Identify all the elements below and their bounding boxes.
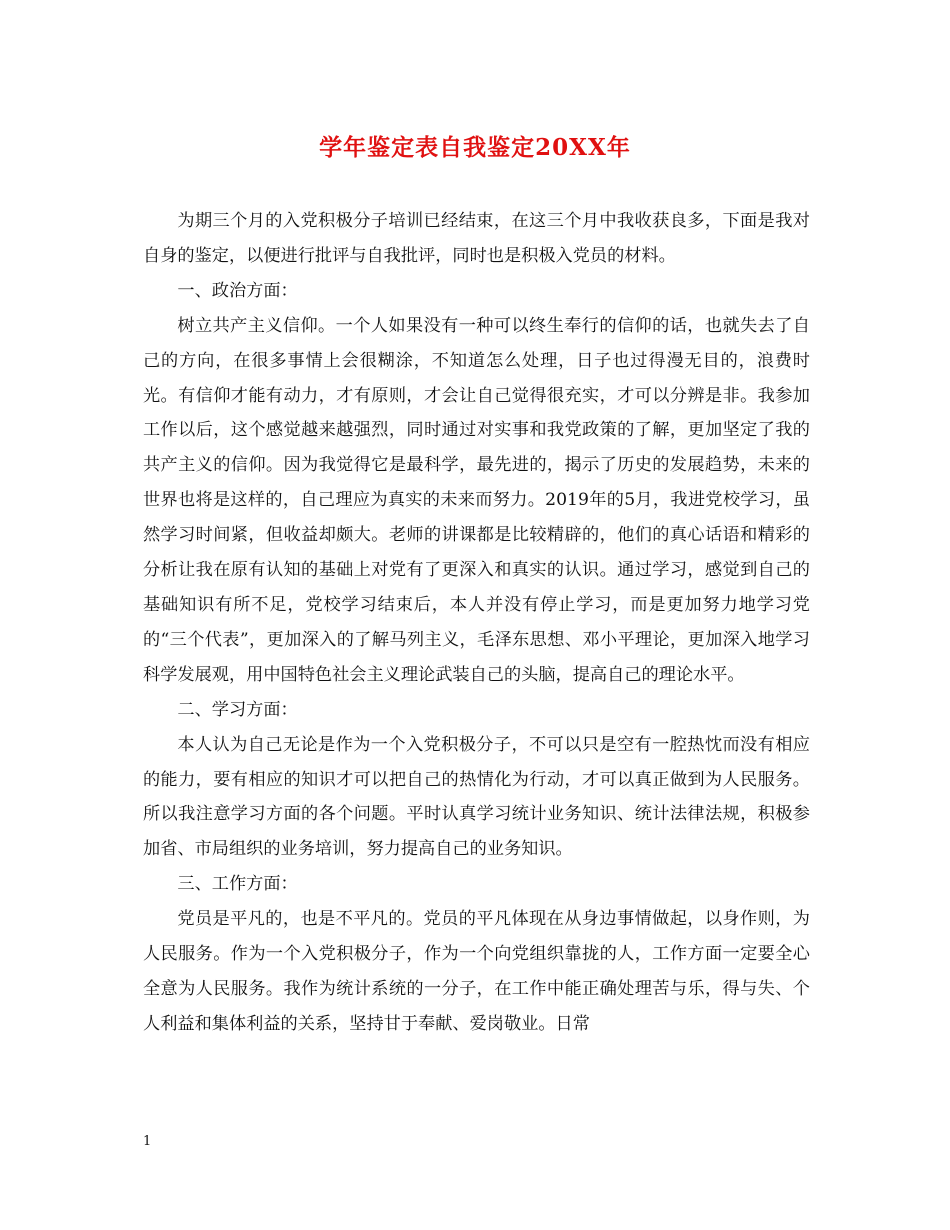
work-paragraph: 党员是平凡的，也是不平凡的。党员的平凡体现在从身边事情做起，以身作则，为人民服务。作为一个入党积极分子，作为一个向党组织靠拢的人，工作方面一定要全心全意为人民服务。我作为统计系统的一分子，在工作中能正确处理苦与乐，得与失、个人利益和集体利益的关系，坚持甘于奉献、爱岗敬业。日常	[143, 909, 810, 1034]
document-body	[143, 204, 810, 1042]
section-heading-politics: 一、政治方面：	[177, 280, 298, 301]
politics-paragraph: 树立共产主义信仰。一个人如果没有一种可以终生奉行的信仰的话，也就失去了自己的方向，在很多事情上会很糊涂，不知道怎么处理，日子也过得漫无目的，浪费时光。有信仰才能有动力，才有原则，才会让自己觉得很充实，才可以分辨是非。我参加工作以后，这个感觉越来越强烈，同时通过对实事和我党政策的了解，更加坚定了我的共产主义的信仰。因为我觉得它是最科学，最先进的，揭示了历史的发展趋势，未来的世界也将是这样的，自己理应为真实的未来而努力。2019年的5月，我进党校学习，虽然学习时间紧，但收益却颇大。老师的讲课都是比较精辟的，他们的真心话语和精彩的分析让我在原有认知的基础上对党有了更深入和真实的认识。通过学习，感觉到自己的基础知识有所不足，党校学习结束后，本人并没有停止学习，而是更加努力地学习党的“三个代表”，更加深入的了解马列主义，毛泽东思想、邓小平理论，更加深入地学习科学发展观，用中国特色社会主义理论武装自己的头脑，提高自己的理论水平。	[143, 315, 810, 685]
section-heading-study: 二、学习方面：	[177, 699, 298, 720]
intro-paragraph: 为期三个月的入党积极分子培训已经结束，在这三个月中我收获良多，下面是我对自身的鉴定，以便进行批评与自我批评，同时也是积极入党员的材料。	[143, 211, 810, 266]
section-heading-work: 三、工作方面：	[177, 874, 298, 895]
study-paragraph: 本人认为自己无论是作为一个入党积极分子，不可以只是空有一腔热忱而没有相应的能力，要有相应的知识才可以把自己的热情化为行动，才可以真正做到为人民服务。所以我注意学习方面的各个问题。平时认真学习统计业务知识、统计法律法规，积极参加省、市局组织的业务培训，努力提高自己的业务知识。	[143, 734, 810, 860]
document-title: 学年鉴定表自我鉴定20XX年	[319, 134, 631, 161]
page-number: 1	[143, 1134, 152, 1149]
